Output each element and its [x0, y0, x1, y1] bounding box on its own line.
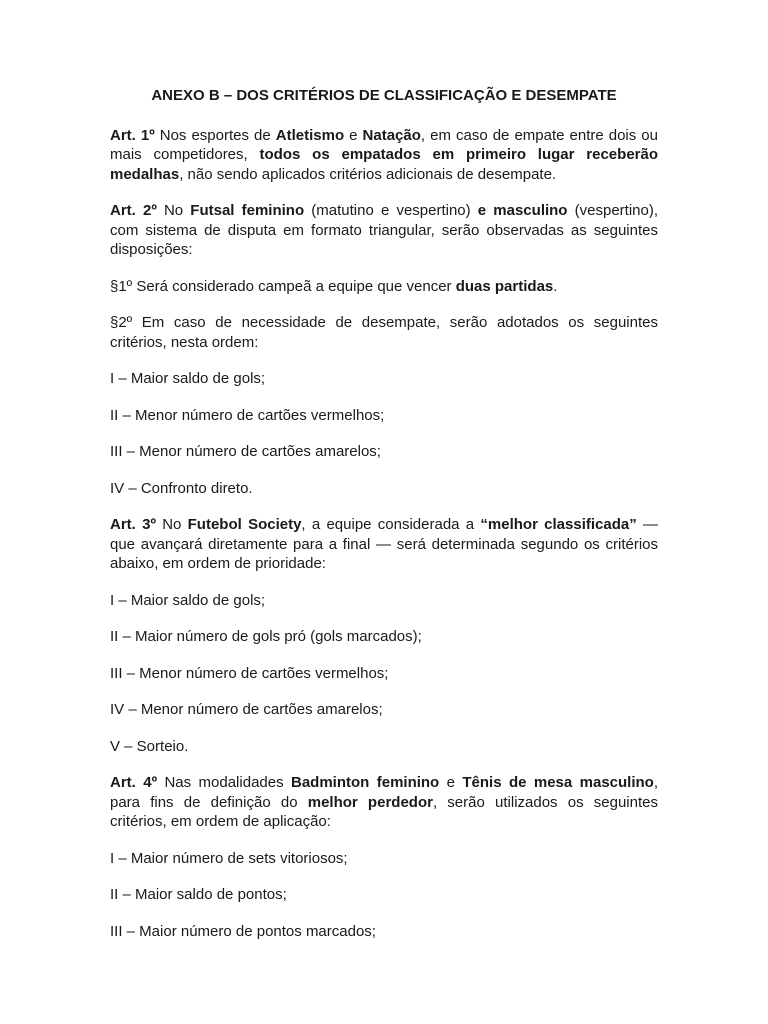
criterion-item: II – Maior saldo de pontos; [110, 886, 287, 903]
article-4-text: , serão utilizados os seguintes critérios, em ordem de aplicação: [110, 793, 658, 830]
article-1-bold: Natação [362, 126, 421, 144]
paragraph-bold: duas partidas [455, 277, 554, 295]
criterion-item: IV – Menor número de cartões amarelos; [110, 701, 383, 718]
article-4 [110, 773, 658, 832]
criterion-item: II – Menor número de cartões vermelhos; [110, 406, 385, 424]
article-1-bold: todos os empatados em primeiro lugar receberão medalhas [110, 146, 658, 183]
article-4-bold: Tênis de mesa masculino [462, 774, 654, 791]
article-1-text: , não sendo aplicados critérios adicionais de desempate. [179, 165, 557, 183]
article-1-text: , em caso de empate entre dois ou mais competidores, [110, 126, 658, 163]
article-2-bold: e masculino [477, 202, 568, 219]
article-4-text: e [439, 774, 463, 791]
article-1-text: Nos esportes de [154, 126, 276, 144]
annex-title: ANEXO B – DOS CRITÉRIOS DE CLASSIFICAÇÃO E DESEMPATE [151, 87, 617, 104]
article-2-paragraph-1 [110, 277, 658, 297]
article-2-label: Art. 2º [110, 202, 157, 219]
article-2-bold: Futsal feminino [190, 202, 305, 219]
article-3-bold: “melhor classificada” [480, 516, 637, 533]
paragraph-text: . [553, 277, 558, 295]
criterion-item: I – Maior saldo de gols; [110, 370, 266, 387]
article-3-text: , a equipe considerada a [301, 516, 481, 533]
article-4-bold: Badminton feminino [291, 774, 440, 791]
criterion-item: V – Sorteio. [110, 737, 189, 755]
article-3 [110, 515, 658, 574]
article-1-bold: Atletismo [275, 126, 345, 144]
article-2-text: (matutino e vespertino) [304, 202, 478, 219]
criterion-item: III – Menor número de cartões vermelhos; [110, 664, 389, 682]
paragraph-text: §1º Será considerado campeã a equipe que vencer [110, 277, 456, 295]
article-3-bold: Futebol Society [187, 516, 302, 533]
article-3-text: — que avançará diretamente para a final — será determinada segundo os critérios abaixo, em ordem de prioridade: [110, 516, 659, 572]
article-1 [110, 126, 658, 185]
criterion-item: I – Maior número de sets vitoriosos; [110, 849, 348, 867]
criterion-item: III – Menor número de cartões amarelos; [110, 443, 381, 460]
article-1-label: Art. 1º [110, 126, 155, 144]
criterion-item: III – Maior número de pontos marcados; [110, 922, 376, 940]
article-4-label: Art. 4º [110, 774, 158, 791]
article-3-label: Art. 3º [110, 516, 156, 533]
article-2-text: (vespertino), com sistema de disputa em formato triangular, serão observadas as seguintes disposições: [110, 202, 658, 258]
article-3-text: No [155, 516, 188, 533]
article-2-text: No [156, 202, 191, 219]
article-4-bold: melhor perdedor [307, 793, 433, 811]
article-2 [110, 201, 658, 260]
criterion-item: II – Maior número de gols pró (gols marcados); [110, 628, 422, 645]
criterion-item: IV – Confronto direto. [110, 479, 253, 497]
article-4-text: , para fins de definição do [110, 774, 658, 811]
article-1-text: e [344, 126, 363, 144]
article-4-text: Nas modalidades [157, 774, 291, 791]
criterion-item: I – Maior saldo de gols; [110, 591, 266, 609]
article-2-paragraph-2: §2º Em caso de necessidade de desempate, serão adotados os seguintes critérios, nesta ordem: [110, 314, 658, 351]
